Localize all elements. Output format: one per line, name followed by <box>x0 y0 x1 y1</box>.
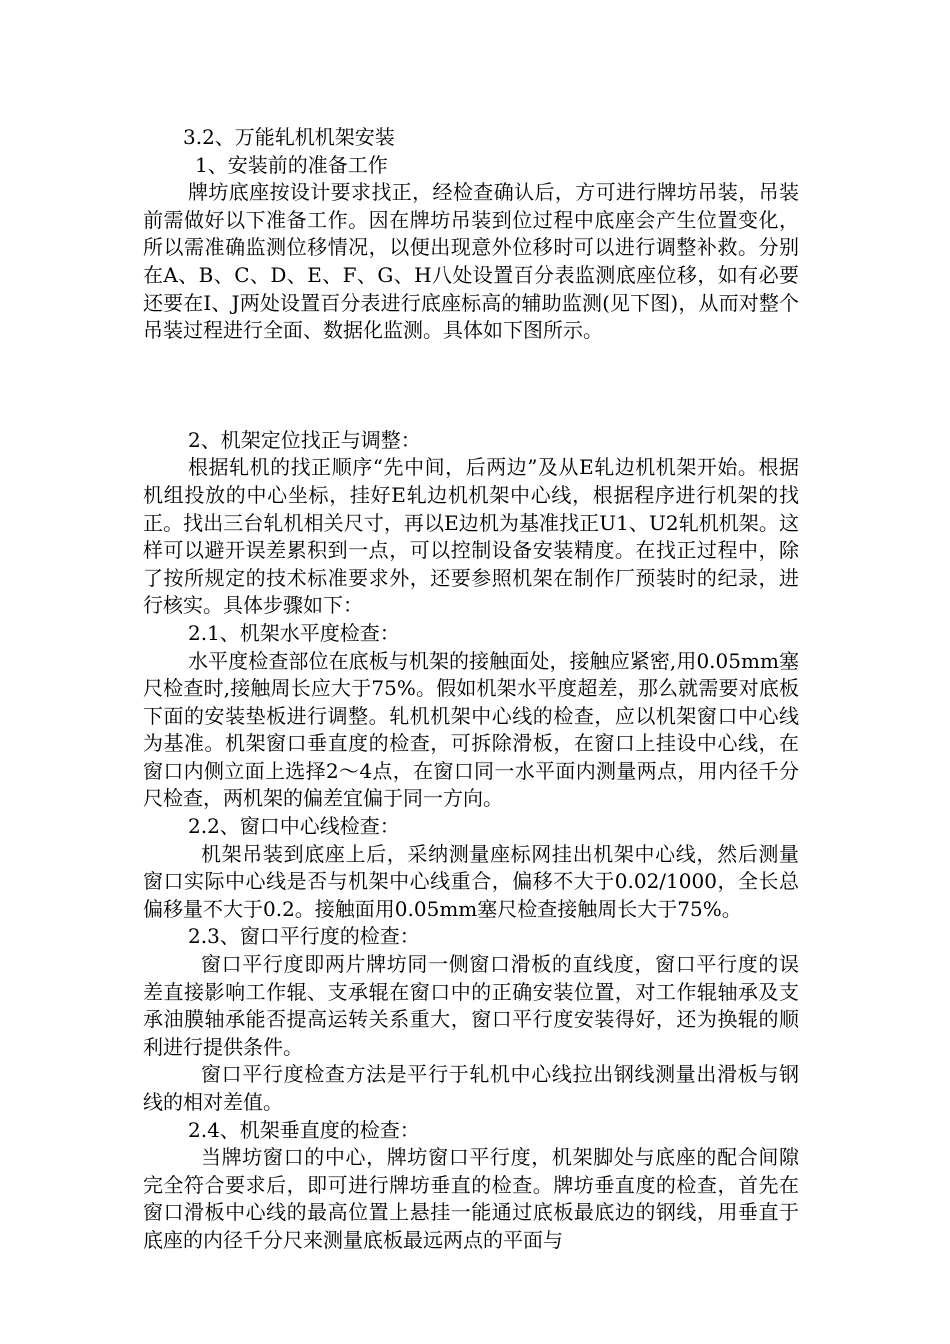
section-2-3-paragraph-1: 窗口平行度即两片牌坊同一侧窗口滑板的直线度，窗口平行度的误差直接影响工作辊、支承辊在窗口中的正确安装位置，对工作辊轴承及支承油膜轴承能否提高运转关系重大，窗口平行度安装得好，还为换辊的顺利进行提供条件。 <box>143 952 799 1059</box>
prep-heading: 1、安装前的准备工作 <box>195 152 388 177</box>
document-body <box>143 124 799 1255</box>
positioning-heading: 2、机架定位找正与调整： <box>188 427 421 452</box>
section-2-4-heading: 2.4、机架垂直度的检查： <box>188 1117 420 1142</box>
section-title: 3.2、万能轧机机架安装 <box>183 125 395 149</box>
prep-paragraph: 牌坊底座按设计要求找正，经检查确认后，方可进行牌坊吊装，吊装前需做好以下准备工作。因在牌坊吊装到位过程中底座会产生位置变化，所以需准确监测位移情况，以便出现意外位移时可以进行调整补救。分别在A、B、C、D、E、F、G、H八处设置百分表监测底座位移，如有必要还要在I、J两处设置百分表进行底座标高的辅助监测(见下图)，从而对整个吊装过程进行全面、数据化监测。具体如下图所示。 <box>143 180 799 343</box>
section-2-2-paragraph: 机架吊装到底座上后，采纳测量座标网挂出机架中心线，然后测量窗口实际中心线是否与机架中心线重合，偏移不大于0.02/1000，全长总偏移量不大于0.2。接触面用0.05mm塞尺检查接触周长大于75%。 <box>143 841 799 921</box>
section-2-1-paragraph: 水平度检查部位在底板与机架的接触面处，接触应紧密,用0.05mm塞尺检查时,接触周长应大于75%。假如机架水平度超差，那么就需要对底板下面的安装垫板进行调整。轧机机架中心线的检查，应以机架窗口中心线为基准。机架窗口垂直度的检查，可拆除滑板，在窗口上挂设中心线，在窗口内侧立面上选择2～4点，在窗口同一水平面内测量两点，用内径千分尺检查，两机架的偏差宜偏于同一方向。 <box>143 648 799 811</box>
section-2-3-paragraph-2: 窗口平行度检查方法是平行于轧机中心线拉出钢线测量出滑板与钢线的相对差值。 <box>143 1062 799 1114</box>
positioning-paragraph: 根据轧机的找正顺序“先中间，后两边”及从E轧边机机架开始。根据机组投放的中心坐标，挂好E轧边机机架中心线，根据程序进行机架的找正。找出三台轧机相关尺寸，再以E边机为基准找正U1、U2轧机机架。这样可以避开误差累积到一点，可以控制设备安装精度。在找正过程中，除了按所规定的技术标准要求外，还要参照机架在制作厂预装时的纪录，进行核实。具体步骤如下： <box>143 455 799 618</box>
section-2-3-heading: 2.3、窗口平行度的检查： <box>188 924 420 949</box>
section-2-1-heading: 2.1、机架水平度检查： <box>188 620 400 645</box>
section-2-2-heading: 2.2、窗口中心线检查： <box>188 814 400 839</box>
figure-gap <box>143 345 799 427</box>
section-2-4-paragraph: 当牌坊窗口的中心，牌坊窗口平行度，机架脚处与底座的配合间隙完全符合要求后，即可进行牌坊垂直的检查。牌坊垂直度的检查，首先在窗口滑板中心线的最高位置上悬挂一能通过底板最底边的钢线，用垂直于底座的内径千分尺来测量底板最远两点的平面与 <box>143 1145 799 1252</box>
